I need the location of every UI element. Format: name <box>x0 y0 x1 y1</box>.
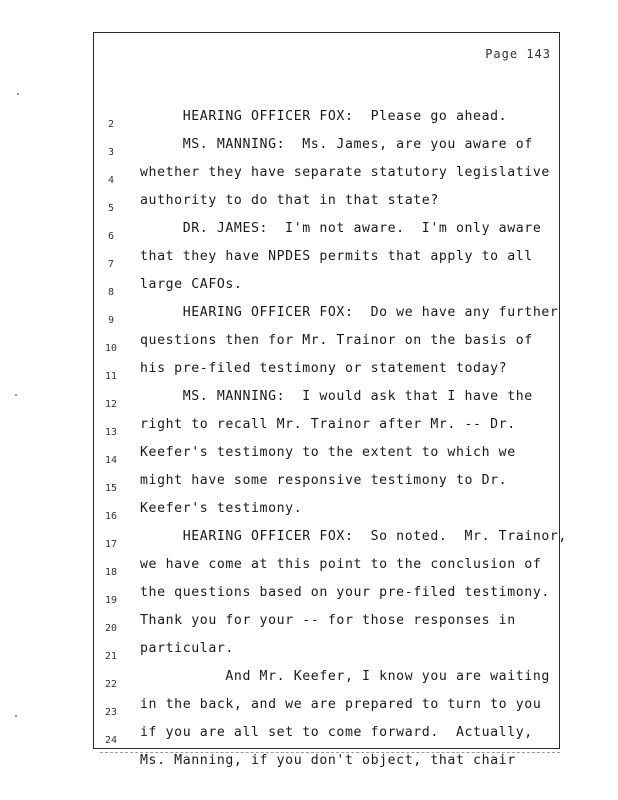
line-text: DR. JAMES: I'm not aware. I'm only aware <box>140 221 542 236</box>
line-text: MS. MANNING: Ms. James, are you aware of <box>140 137 533 152</box>
line-number: 23 <box>104 707 118 718</box>
line-number: 9 <box>107 315 115 326</box>
scan-edge-rule <box>100 752 560 753</box>
line-text: his pre-filed testimony or statement today? <box>140 361 508 376</box>
line-text: HEARING OFFICER FOX: So noted. Mr. Trainor, <box>140 529 567 544</box>
line-number: 22 <box>104 679 118 690</box>
line-number: 20 <box>104 623 118 634</box>
line-number: 3 <box>107 147 115 158</box>
line-text: And Mr. Keefer, I know you are waiting <box>140 669 550 684</box>
line-number: 24 <box>104 735 118 746</box>
line-number: 11 <box>104 371 118 382</box>
line-number: 8 <box>107 287 115 298</box>
page-number: Page 143 <box>485 47 551 61</box>
line-text: Ms. Manning, if you don't object, that chair <box>140 753 516 768</box>
line-text: Keefer's testimony. <box>140 501 303 516</box>
scan-speck <box>15 715 17 717</box>
line-text: large CAFOs. <box>140 277 243 292</box>
line-number: 10 <box>104 343 118 354</box>
line-text: right to recall Mr. Trainor after Mr. -- Dr. <box>140 417 516 432</box>
line-text: MS. MANNING: I would ask that I have the <box>140 389 533 404</box>
line-text: particular. <box>140 641 234 656</box>
line-number: 2 <box>107 119 115 130</box>
line-text: in the back, and we are prepared to turn to you <box>140 697 542 712</box>
line-text: that they have NPDES permits that apply to all <box>140 249 533 264</box>
line-number: 13 <box>104 427 118 438</box>
line-text: Thank you for your -- for those responses in <box>140 613 516 628</box>
line-number: 6 <box>107 231 115 242</box>
line-text: Keefer's testimony to the extent to which we <box>140 445 516 460</box>
scan-speck <box>15 394 17 396</box>
scan-speck <box>17 93 19 95</box>
line-number: 12 <box>104 399 118 410</box>
transcript-line <box>94 67 559 124</box>
transcript-page <box>93 32 567 768</box>
line-number: 14 <box>104 455 118 466</box>
line-text: might have some responsive testimony to Dr. <box>140 473 508 488</box>
line-number: 5 <box>107 203 115 214</box>
line-number: 19 <box>104 595 118 606</box>
line-text: if you are all set to come forward. Actually, <box>140 725 533 740</box>
line-number: 4 <box>107 175 115 186</box>
line-number: 15 <box>104 483 118 494</box>
line-number: 17 <box>104 539 118 550</box>
line-number: 21 <box>104 651 118 662</box>
line-text: HEARING OFFICER FOX: Please go ahead. <box>140 109 508 124</box>
line-text: whether they have separate statutory legislative <box>140 165 550 180</box>
line-number: 18 <box>104 567 118 578</box>
line-text: the questions based on your pre-filed testimony. <box>140 585 550 600</box>
line-text: authority to do that in that state? <box>140 193 439 208</box>
line-number: 7 <box>107 259 115 270</box>
line-text: questions then for Mr. Trainor on the basis of <box>140 333 533 348</box>
line-number: 16 <box>104 511 118 522</box>
line-text: we have come at this point to the conclusion of <box>140 557 542 572</box>
line-text: HEARING OFFICER FOX: Do we have any further <box>140 305 559 320</box>
